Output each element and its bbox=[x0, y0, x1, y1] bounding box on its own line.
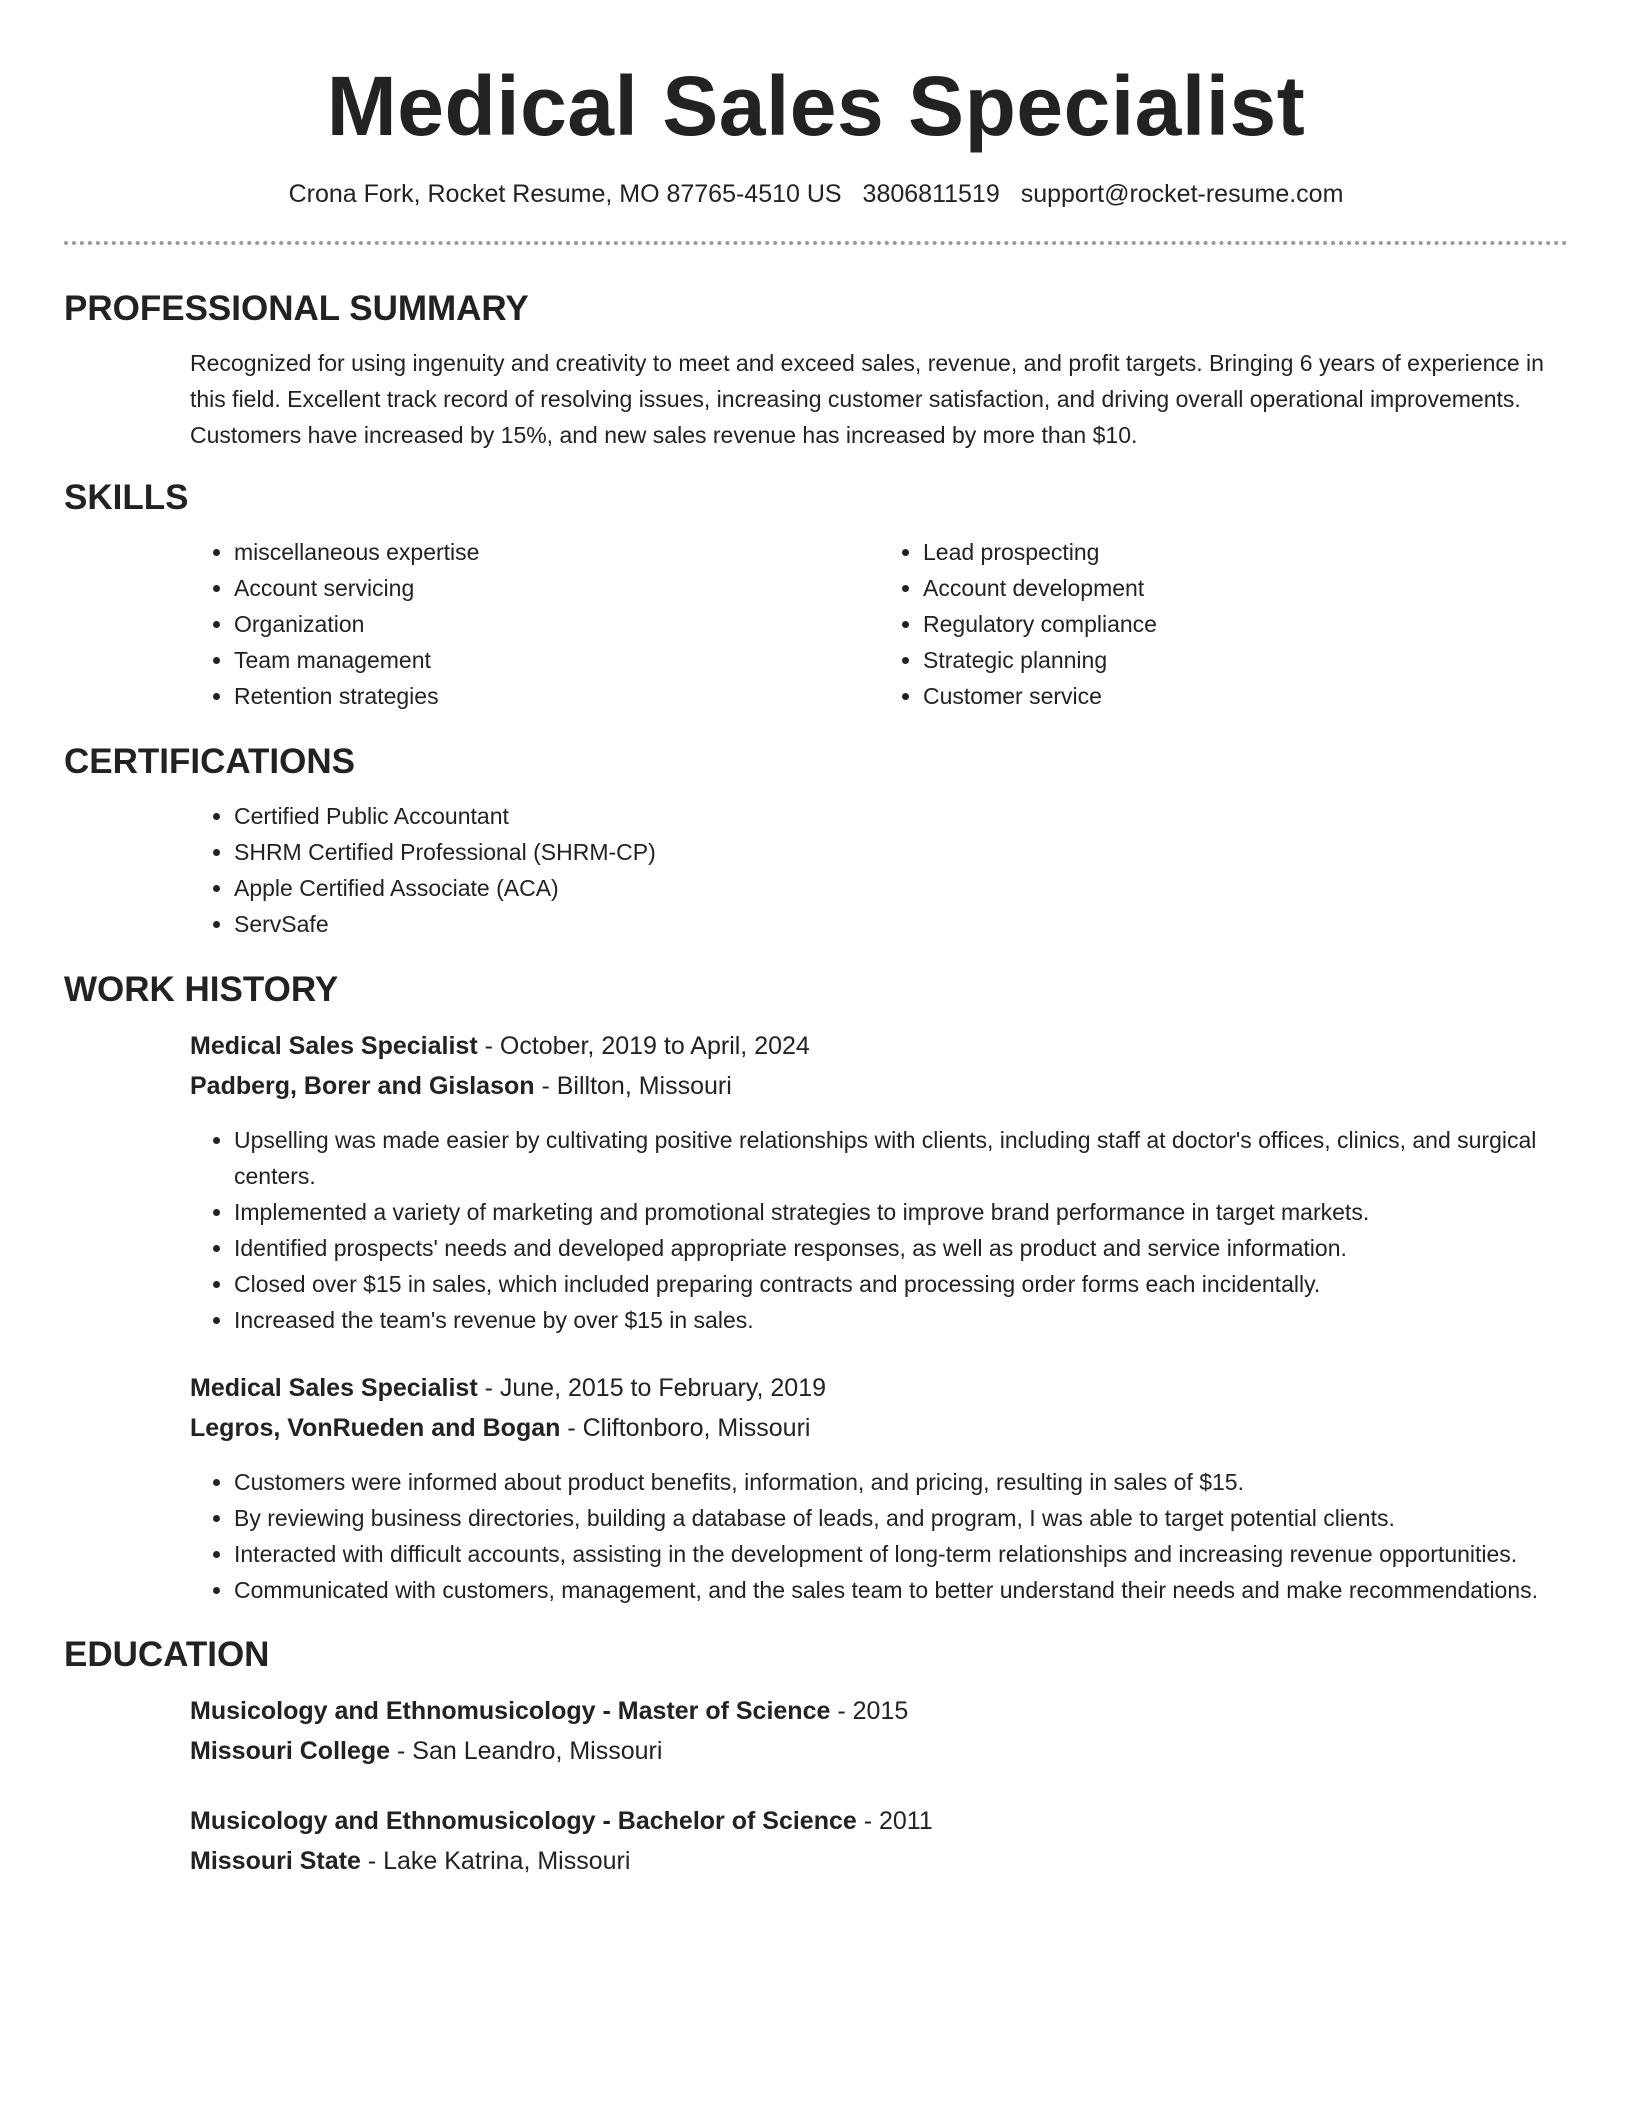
certification-item: • ServSafe bbox=[234, 906, 1568, 942]
education-heading: EDUCATION bbox=[64, 1635, 270, 1674]
education-degree-line bbox=[190, 1801, 1568, 1841]
skill-item: • Regulatory compliance bbox=[923, 606, 1568, 642]
skill-item: • Team management bbox=[234, 642, 879, 678]
education-location: - San Leandro, Missouri bbox=[390, 1737, 663, 1765]
education-location: - Lake Katrina, Missouri bbox=[360, 1847, 631, 1875]
education-degree: Musicology and Ethnomusicology - Bachelor of Science bbox=[190, 1807, 857, 1835]
skill-item: • Retention strategies bbox=[234, 678, 879, 714]
contact-address: Crona Fork, Rocket Resume, MO 87765-4510 US bbox=[288, 180, 842, 208]
education-year: - 2015 bbox=[830, 1697, 909, 1725]
contact-line bbox=[64, 178, 1568, 210]
job-company-line bbox=[190, 1408, 1568, 1448]
job-location: - Cliftonboro, Missouri bbox=[560, 1414, 811, 1442]
job-entry bbox=[190, 1368, 1568, 1608]
job-bullet: • Closed over $15 in sales, which included preparing contracts and processing order forms each incidentally. bbox=[234, 1266, 1568, 1302]
certification-item: • Apple Certified Associate (ACA) bbox=[234, 870, 1568, 906]
job-bullet: • Interacted with difficult accounts, assisting in the development of long-term relationships and increasing revenue opportunities. bbox=[234, 1536, 1568, 1572]
skills-list-right bbox=[879, 534, 1568, 714]
education-school: Missouri State bbox=[190, 1847, 361, 1875]
job-bullet: • By reviewing business directories, building a database of leads, and program, I was able to target potential clients. bbox=[234, 1500, 1568, 1536]
skill-item: • Account servicing bbox=[234, 570, 879, 606]
job-bullet: • Customers were informed about product benefits, information, and pricing, resulting in sales of $15. bbox=[234, 1464, 1568, 1500]
job-bullets bbox=[190, 1464, 1568, 1608]
certifications-section bbox=[190, 798, 1568, 942]
summary-section bbox=[190, 345, 1568, 453]
certifications-list bbox=[190, 798, 1568, 942]
certifications-heading: CERTIFICATIONS bbox=[64, 742, 356, 781]
education-entry bbox=[190, 1691, 1568, 1771]
certification-item: • SHRM Certified Professional (SHRM-CP) bbox=[234, 834, 1568, 870]
job-company: Padberg, Borer and Gislason bbox=[190, 1072, 535, 1100]
job-location: - Billton, Missouri bbox=[534, 1072, 732, 1100]
job-dates: - October, 2019 to April, 2024 bbox=[477, 1032, 810, 1060]
job-bullets bbox=[190, 1122, 1568, 1338]
skills-list-left bbox=[190, 534, 879, 714]
resume-title: Medical Sales Specialist bbox=[326, 59, 1306, 153]
education-degree: Musicology and Ethnomusicology - Master of Science bbox=[190, 1697, 831, 1725]
education-section bbox=[190, 1691, 1568, 1881]
education-entry bbox=[190, 1801, 1568, 1881]
job-title-line bbox=[190, 1368, 1568, 1408]
skills-heading: SKILLS bbox=[64, 478, 189, 517]
contact-phone: 3806811519 bbox=[862, 180, 1000, 208]
job-dates: - June, 2015 to February, 2019 bbox=[477, 1374, 827, 1402]
job-title-line bbox=[190, 1026, 1568, 1066]
summary-heading: PROFESSIONAL SUMMARY bbox=[64, 289, 529, 328]
work-history-heading: WORK HISTORY bbox=[64, 970, 339, 1009]
skill-item: • Organization bbox=[234, 606, 879, 642]
skill-item: • Customer service bbox=[923, 678, 1568, 714]
education-school-line bbox=[190, 1731, 1568, 1771]
skill-item: • Account development bbox=[923, 570, 1568, 606]
contact-email: support@rocket-resume.com bbox=[1020, 180, 1344, 208]
work-history-section bbox=[190, 1026, 1568, 1608]
education-year: - 2011 bbox=[856, 1807, 933, 1835]
job-company-line bbox=[190, 1066, 1568, 1106]
skills-section bbox=[190, 534, 1568, 714]
job-role: Medical Sales Specialist bbox=[190, 1374, 478, 1402]
job-bullet: • Increased the team's revenue by over $15 in sales. bbox=[234, 1302, 1568, 1338]
job-bullet: • Communicated with customers, management, and the sales team to better understand their needs and make recommendations. bbox=[234, 1572, 1568, 1608]
job-entry bbox=[190, 1026, 1568, 1338]
summary-text: Recognized for using ingenuity and creativity to meet and exceed sales, revenue, and profit targets. Bringing 6 years of experience in this field. Excellent track record of resolving issues, increasing customer satisfaction, and driving overall operational improvements. Customers have increased by 15%, and new sales revenue has increased by more than $10. bbox=[190, 350, 1544, 448]
job-bullet: • Upselling was made easier by cultivating positive relationships with clients, including staff at doctor's offices, clinics, and surgical centers. bbox=[234, 1122, 1568, 1194]
job-bullet: • Identified prospects' needs and developed appropriate responses, as well as product and service information. bbox=[234, 1230, 1568, 1266]
job-role: Medical Sales Specialist bbox=[190, 1032, 478, 1060]
job-company: Legros, VonRueden and Bogan bbox=[190, 1414, 561, 1442]
education-school-line bbox=[190, 1841, 1568, 1881]
job-bullet: • Implemented a variety of marketing and promotional strategies to improve brand performance in target markets. bbox=[234, 1194, 1568, 1230]
education-degree-line bbox=[190, 1691, 1568, 1731]
skill-item: • Lead prospecting bbox=[923, 534, 1568, 570]
education-school: Missouri College bbox=[190, 1737, 391, 1765]
certification-item: • Certified Public Accountant bbox=[234, 798, 1568, 834]
header-divider bbox=[64, 241, 1568, 245]
skill-item: • Strategic planning bbox=[923, 642, 1568, 678]
skill-item: • miscellaneous expertise bbox=[234, 534, 879, 570]
